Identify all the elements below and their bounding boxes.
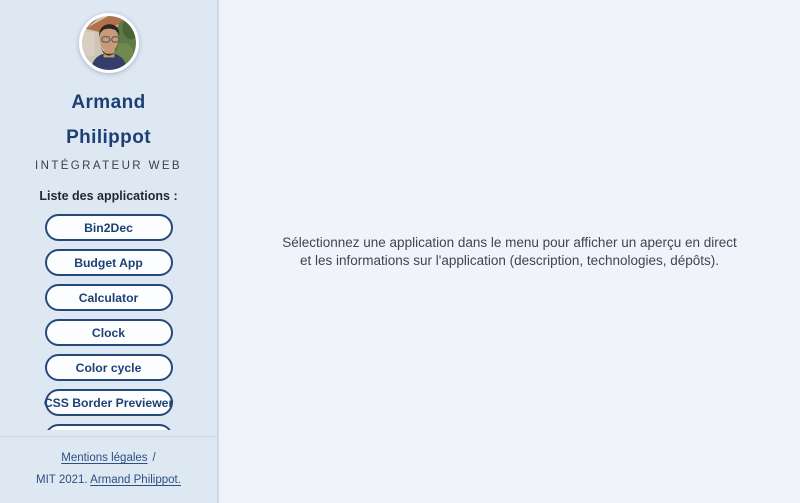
app-list-scroll[interactable] xyxy=(0,206,217,430)
profile-first-name: Armand xyxy=(71,92,146,113)
main-content xyxy=(219,0,800,503)
app-button[interactable]: Bin2Dec xyxy=(45,214,173,241)
sidebar-footer xyxy=(0,436,217,503)
list-item xyxy=(0,249,217,276)
profile-last-name: Philippot xyxy=(66,127,151,148)
app-button[interactable]: Budget App xyxy=(45,249,173,276)
placeholder-message: Sélectionnez une application dans le menu pour afficher un aperçu en direct et les informations sur l'application (description, technologies, dépôts). xyxy=(282,235,737,268)
profile-header xyxy=(35,0,182,172)
app-button-partial[interactable] xyxy=(45,424,173,430)
portrait-photo-icon xyxy=(82,16,136,70)
app-list xyxy=(0,214,217,416)
avatar xyxy=(79,13,139,73)
app-button[interactable]: CSS Border Previewer xyxy=(45,389,173,416)
author-link[interactable]: Armand Philippot. xyxy=(90,474,181,486)
legal-link[interactable]: Mentions légales xyxy=(61,452,148,464)
list-item xyxy=(0,389,217,416)
apps-list-label: Liste des applications : xyxy=(39,189,178,203)
list-item xyxy=(0,354,217,381)
footer-legal-line xyxy=(0,447,217,469)
app-button[interactable]: Color cycle xyxy=(45,354,173,381)
app-button[interactable]: Clock xyxy=(45,319,173,346)
app-button[interactable]: Calculator xyxy=(45,284,173,311)
job-title: INTÉGRATEUR WEB xyxy=(35,160,182,172)
footer-license-line xyxy=(0,469,217,491)
list-item xyxy=(0,319,217,346)
list-item xyxy=(0,214,217,241)
footer-separator: / xyxy=(152,452,156,464)
list-item xyxy=(0,284,217,311)
profile-name xyxy=(35,85,182,155)
sidebar xyxy=(0,0,219,503)
license-text: MIT 2021. xyxy=(36,474,88,486)
